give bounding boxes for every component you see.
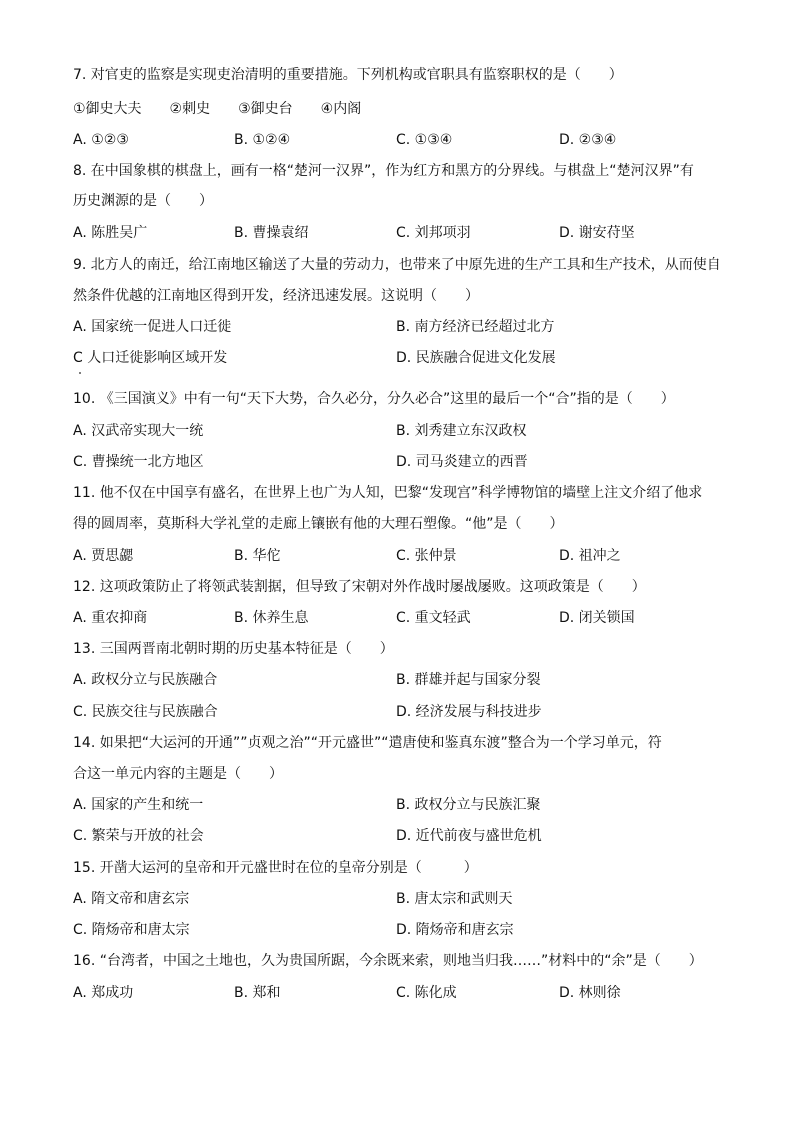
question-7-stem-line-1: 7. 对官吏的监察是实现吏治清明的重要措施。下列机构或官职具有监察职权的是（ ）: [73, 67, 623, 83]
question-14-stem-line-2: 合这一单元内容的主题是（ ）: [73, 766, 283, 782]
question-9-stem-line-1: 9. 北方人的南迁，给江南地区输送了大量的劳动力，也带来了中原先进的生产工具和生产技术，从而使自: [73, 257, 721, 273]
question-11-stem-line-2: 得的圆周率，莫斯科大学礼堂的走廊上镶嵌有他的大理石塑像。“他”是（ ）: [73, 516, 564, 532]
question-10-option-c: C. 曹操统一北方地区: [73, 454, 204, 470]
question-8-option-c: C. 刘邦项羽: [396, 225, 471, 241]
question-15-option-d: D. 隋炀帝和唐玄宗: [396, 922, 514, 938]
question-7-stem-line-2: ①御史大夫 ②刺史 ③御史台 ④内阁: [73, 101, 362, 117]
question-16-option-d: D. 林则徐: [559, 985, 621, 1001]
question-11-option-a: A. 贾思勰: [73, 548, 134, 564]
question-7-option-a: A. ①②③: [73, 132, 129, 148]
question-8-option-d: D. 谢安苻坚: [559, 225, 635, 241]
question-15-option-b: B. 唐太宗和武则天: [396, 891, 513, 907]
question-10-option-d: D. 司马炎建立的西晋: [396, 454, 528, 470]
question-12-stem-line-1: 12. 这项政策防止了将领武装割据，但导致了宋朝对外作战时屡战屡败。这项政策是（ ）: [73, 579, 646, 595]
question-9-option-d: D. 民族融合促进文化发展: [396, 350, 556, 366]
question-15-stem-line-1: 15. 开凿大运河的皇帝和开元盛世时在位的皇帝分别是（ ）: [73, 860, 478, 876]
question-14-option-c: C. 繁荣与开放的社会: [73, 828, 204, 844]
question-11-option-c: C. 张仲景: [396, 548, 457, 564]
question-12-option-d: D. 闭关锁国: [559, 610, 635, 626]
question-16-stem-line-1: 16. “台湾者，中国之土地也，久为贵国所踞，今余既来索，则地当归我……”材料中的“余”是（ ）: [73, 953, 703, 969]
question-16-option-c: C. 陈化成: [396, 985, 457, 1001]
question-9-stem-line-2: 然条件优越的江南地区得到开发，经济迅速发展。这说明（ ）: [73, 288, 479, 304]
question-12-option-b: B. 休养生息: [234, 610, 309, 626]
question-7-option-c: C. ①③④: [396, 132, 453, 148]
question-16-option-a: A. 郑成功: [73, 985, 134, 1001]
question-13-option-d: D. 经济发展与科技进步: [396, 704, 542, 720]
question-11-stem-line-1: 11. 他不仅在中国享有盛名，在世界上也广为人知，巴黎“发现宫”科学博物馆的墙壁上注文介绍了他求: [73, 485, 703, 501]
question-15-option-c: C. 隋炀帝和唐太宗: [73, 922, 190, 938]
question-13-option-b: B. 群雄并起与国家分裂: [396, 672, 541, 688]
question-8-stem-line-2: 历史渊源的是（ ）: [73, 193, 213, 209]
question-13-stem-line-1: 13. 三国两晋南北朝时期的历史基本特征是（ ）: [73, 641, 394, 657]
question-7-option-b: B. ①②④: [234, 132, 291, 148]
question-15-option-a: A. 隋文帝和唐玄宗: [73, 891, 190, 907]
question-14-option-b: B. 政权分立与民族汇聚: [396, 797, 541, 813]
question-16-option-b: B. 郑和: [234, 985, 281, 1001]
question-13-option-a: A. 政权分立与民族融合: [73, 672, 218, 688]
question-8-option-b: B. 曹操袁绍: [234, 225, 309, 241]
question-14-option-d: D. 近代前夜与盛世危机: [396, 828, 542, 844]
question-14-option-a: A. 国家的产生和统一: [73, 797, 204, 813]
question-7-option-d: D. ②③④: [559, 132, 617, 148]
stray-dot-mark: [79, 372, 81, 374]
question-12-option-c: C. 重文轻武: [396, 610, 471, 626]
question-13-option-c: C. 民族交往与民族融合: [73, 704, 218, 720]
question-9-option-b: B. 南方经济已经超过北方: [396, 319, 555, 335]
question-11-option-d: D. 祖冲之: [559, 548, 621, 564]
question-8-option-a: A. 陈胜吴广: [73, 225, 148, 241]
question-9-option-c: C 人口迁徙影响区域开发: [73, 350, 228, 366]
question-9-option-a: A. 国家统一促进人口迁徙: [73, 319, 232, 335]
question-10-option-a: A. 汉武帝实现大一统: [73, 423, 204, 439]
question-8-stem-line-1: 8. 在中国象棋的棋盘上，画有一格“楚河一汉界”，作为红方和黑方的分界线。与棋盘上“楚河汉界”有: [73, 163, 694, 179]
question-12-option-a: A. 重农抑商: [73, 610, 148, 626]
question-14-stem-line-1: 14. 如果把“大运河的开通””贞观之治”“开元盛世”“遣唐使和鉴真东渡”整合为一个学习单元，符: [73, 735, 662, 751]
question-10-option-b: B. 刘秀建立东汉政权: [396, 423, 527, 439]
question-10-stem-line-1: 10. 《三国演义》中有一句“天下大势，合久必分，分久必合”这里的最后一个“合”指的是（ ）: [73, 391, 675, 407]
question-11-option-b: B. 华佗: [234, 548, 281, 564]
